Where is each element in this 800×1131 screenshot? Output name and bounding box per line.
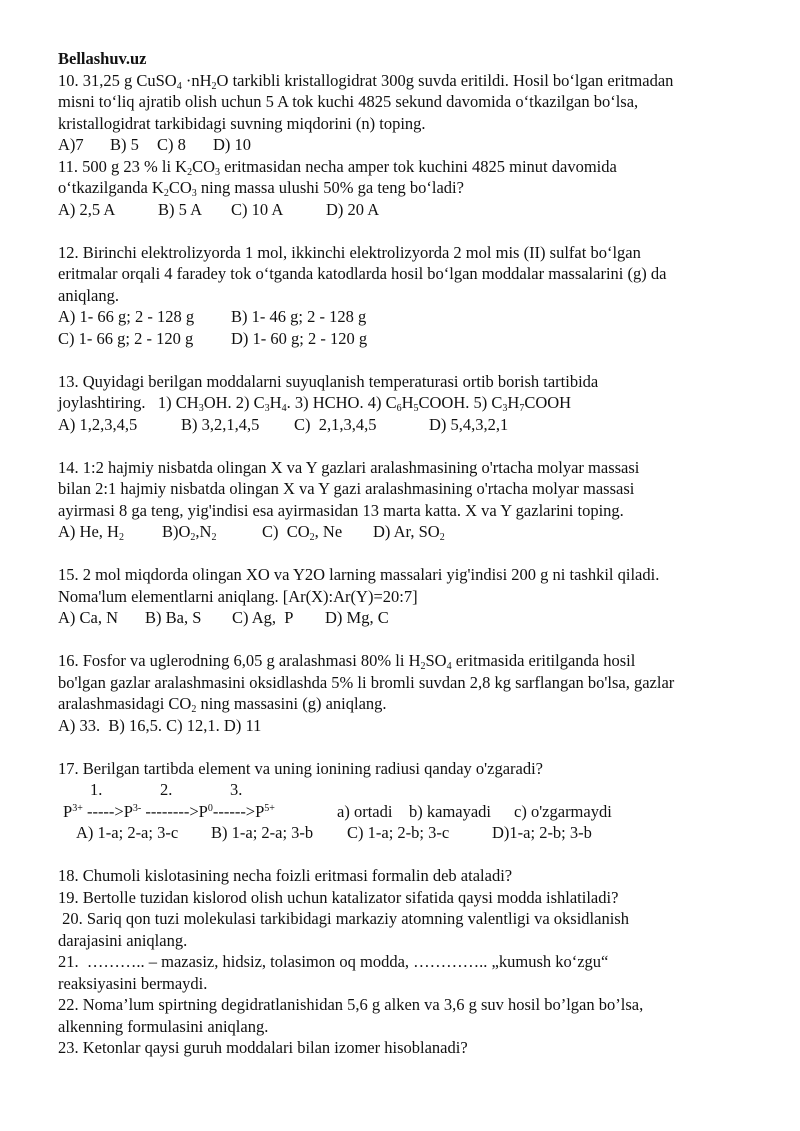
question-12-line-2: eritmalar orqali 4 faradey tok o‘tganda katodlarda hosil bo‘lgan moddalar massalarini (g) da: [58, 264, 667, 283]
option-b: $B)O_2,N_2$: [162, 522, 217, 543]
option-d: D) 5,4,3,2,1: [429, 414, 509, 434]
question-12-line-3: aniqlang.: [58, 285, 119, 305]
question-12-line-1: 12. Birinchi elektrolizyorda 1 mol, ikkinchi elektrolizyorda 2 mol mis (II) sulfat bo‘lgan: [58, 242, 641, 262]
option-c: C) 8: [157, 135, 186, 154]
option-d: D) 1- 60 g; 2 - 120 g: [231, 328, 368, 348]
question-16-line-3: aralashmasidagi $CO_2$ ning massasini (g) aniqlang.: [58, 694, 387, 715]
option-a: A) 2,5 A: [58, 199, 116, 219]
option-d: D) Mg, C: [325, 608, 389, 627]
ion-chain: $P^{3+}$ $----->P^{3-}$ $-------->P^0------>P^{5+}$: [63, 801, 275, 821]
option-d: D) 20 A: [326, 199, 380, 219]
option-a: A) 1- 66 g; 2 - 128 g: [58, 307, 195, 326]
question-11-options: [58, 199, 770, 221]
question-11-line-2: o‘tkazilganda $K_2CO_3$ ning massa ulushi 50% ga teng bo‘ladi?: [58, 178, 464, 199]
question-20-line-1: 20. Sariq qon tuzi molekulasi tarkibidagi markaziy atomning valentligi va oksidlanish: [58, 909, 629, 928]
option-b: B) 5 A: [158, 199, 203, 219]
question-15-line-2: Noma'lum elementlarni aniqlang. [Ar(X):Ar(Y)=20:7]: [58, 586, 418, 606]
question-17-step-numbers: 1. 2. 3.: [90, 780, 243, 799]
question-21-line-1: 21. ……….. – mazasiz, hidsiz, tolasimon oq modda, ………….. „kumush ko‘zgu“: [58, 952, 609, 971]
option-b: B) 1-a; 2-a; 3-b: [211, 823, 314, 842]
question-16-line-2: bo'lgan gazlar aralashmasini oksidlashda 5% li bromli suvdan 2,8 kg sarflangan bo'lsa, gazlar: [58, 672, 675, 692]
question-22-line-1: 22. Noma’lum spirtning degidratlanishidan 5,6 g alken va 3,6 g suv hosil bo’lgan bo’lsa,: [58, 995, 644, 1014]
question-16-options: A) 33. B) 16,5. C) 12,1. D) 11: [58, 715, 262, 735]
brand-title: Bellashuv.uz: [58, 49, 147, 68]
question-22-line-2: alkenning formulasini aniqlang.: [58, 1016, 269, 1036]
question-12-options-1: [58, 306, 770, 328]
option-a: A) Ca, N: [58, 608, 119, 627]
question-18: 18. Chumoli kislotasining necha foizli eritmasi formalin deb ataladi?: [58, 866, 513, 885]
question-23: 23. Ketonlar qaysi guruh moddalari bilan izomer hisoblanadi?: [58, 1038, 468, 1057]
question-14-line-2: bilan 2:1 hajmiy nisbatda olingan X va Y gazi aralashmasining o'rtacha molyar massasi: [58, 479, 635, 498]
question-17-line-1: 17. Berilgan tartibda element va uning ionining radiusi qanday o'zgaradi?: [58, 758, 543, 778]
question-10-line-1: 10. 31,25 g CuSO$_4$ $\cdot nH_2O$ tarkibli kristallogidrat 300g suvda eritildi. Hosil bo‘lgan eritmadan: [58, 70, 674, 92]
question-20-line-2: darajasini aniqlang.: [58, 930, 188, 950]
option-a: A) 1,2,3,4,5: [58, 414, 138, 434]
question-10-line-3: kristallogidrat tarkibidagi suvning miqdorini (n) toping.: [58, 113, 426, 133]
option-b: B) 5: [110, 135, 139, 154]
question-12-options-2: [58, 328, 770, 350]
option-b: B) Ba, S: [145, 608, 202, 627]
question-14-line-1: 14. 1:2 hajmiy nisbatda olingan X va Y gazlari aralashmasining o'rtacha molyar massasi: [58, 457, 640, 477]
option-d: D) 10: [213, 135, 252, 154]
option-a: A)7: [58, 135, 84, 154]
question-19: 19. Bertolle tuzidan kislorod olish uchun katalizator sifatida qaysi modda ishlatiladi?: [58, 887, 619, 907]
option-b: B) 1- 46 g; 2 - 128 g: [231, 307, 367, 326]
question-13-options: [58, 414, 770, 436]
question-11-line-1: 11. 500 g 23 % li $K_2CO_3$ eritmasidan necha amper tok kuchini 4825 minut davomida: [58, 156, 617, 178]
option-b: B) 3,2,1,4,5: [181, 414, 260, 434]
question-13-line-2: joylashtiring. 1) $CH_3OH$. 2) $C_3H_4$. 3) HCHO. 4) $C_6H_5COOH$. 5) $C_3H_7COOH$: [58, 393, 572, 414]
option-d: D)1-a; 2-b; 3-b: [492, 823, 592, 842]
option-d: D) Ar, $SO_2$: [373, 522, 445, 543]
option-c: C) 1- 66 g; 2 - 120 g: [58, 328, 194, 348]
option-c: C) Ag, P: [232, 608, 294, 627]
option-c: C) 10 A: [231, 199, 284, 219]
document-page: [58, 48, 770, 1059]
option-a: A) 1-a; 2-a; 3-c: [76, 823, 179, 842]
option-c: C) 1-a; 2-b; 3-c: [347, 823, 450, 842]
question-13-line-1: 13. Quyidagi berilgan moddalarni suyuqlanish temperaturasi ortib borish tartibida: [58, 371, 599, 391]
question-17-options: [58, 822, 770, 844]
question-15-options: [58, 607, 770, 629]
option-a: A) He, $H_2$: [58, 522, 124, 543]
question-17-chain: $P^{3+}$ $----->P^{3-}$ $-------->P^0------>P^{5+}$ a) ortadi b) kamayadi c) o'zgarmaydi: [58, 801, 770, 823]
question-21-line-2: reaksiyasini bermaydi.: [58, 973, 208, 993]
option-c: C) $CO_2$, Ne: [262, 522, 343, 543]
question-15-line-1: 15. 2 mol miqdorda olingan XO va Y2O larning massalari yig'indisi 200 g ni tashkil qiladi.: [58, 565, 660, 584]
question-16-line-1: 16. Fosfor va uglerodning 6,05 g aralashmasi 80% li $H_2SO_4$ eritmasida eritilganda hosil: [58, 651, 636, 672]
option-c: C) 2,1,3,4,5: [294, 414, 377, 434]
question-14-options: [58, 521, 770, 543]
question-14-line-3: ayirmasi 8 ga teng, yig'indisi esa ayirmasidan 13 marta katta. X va Y gazlarini toping.: [58, 500, 624, 520]
question-10-line-2: misni to‘liq ajratib olish uchun 5 A tok kuchi 4825 sekund davomida o‘tkazilgan bo‘lsa,: [58, 92, 639, 111]
question-10-options: [58, 134, 770, 156]
